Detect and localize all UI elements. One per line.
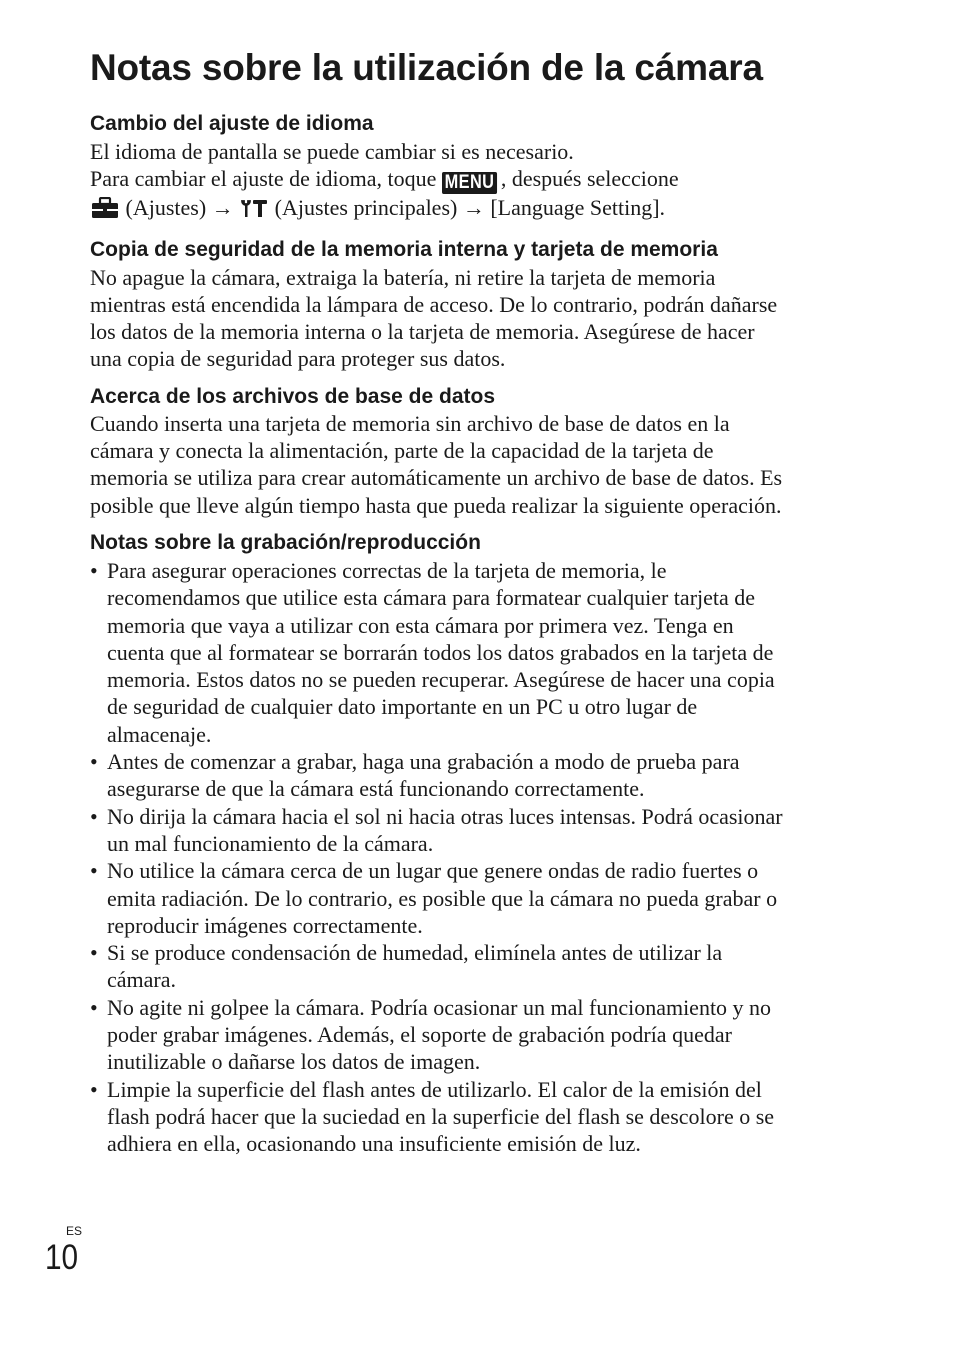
list-item bbox=[90, 857, 860, 939]
arrow-2: → bbox=[462, 195, 485, 221]
section-heading-language: Cambio del ajuste de idioma bbox=[90, 112, 374, 135]
language-line-1: El idioma de pantalla se puede cambiar si es necesario. bbox=[90, 139, 574, 164]
wrench-settings-icon bbox=[239, 197, 269, 225]
section-backup bbox=[90, 236, 860, 373]
bullet-line: flash podrá hacer que la suciedad en la superficie del flash se descolore o se bbox=[107, 1103, 775, 1129]
database-line: Cuando inserta una tarjeta de memoria sin archivo de base de datos en la bbox=[90, 410, 730, 436]
database-line: memoria se utiliza para crear automáticamente un archivo de base de datos. Es bbox=[90, 465, 783, 491]
list-item bbox=[90, 994, 860, 1076]
section-heading-database-files: Acerca de los archivos de base de datos bbox=[90, 384, 496, 408]
bullet-line: cuenta que al formatear se borrarán todos los datos grabados en la tarjeta de bbox=[107, 639, 774, 665]
bullet-line: No utilice la cámara cerca de un lugar que genere ondas de radio fuertes o bbox=[107, 858, 759, 884]
bullet-line: adhiera en ella, ocasionando una insuficiente emisión de luz. bbox=[107, 1131, 641, 1157]
arrow-1: → bbox=[211, 195, 234, 221]
language-line-2 bbox=[90, 165, 860, 194]
bullet-icon: • bbox=[90, 557, 98, 583]
ajustes-label: (Ajustes) bbox=[120, 195, 212, 221]
section-recording-notes bbox=[90, 529, 860, 1158]
section-backup-body bbox=[90, 264, 860, 373]
bullet-line: memoria. Estos datos no se pueden recuperar. Asegúrese de hacer una copia bbox=[107, 667, 775, 693]
bullet-icon: • bbox=[90, 1076, 98, 1102]
bullet-line: Si se produce condensación de humedad, elimínela antes de utilizar la bbox=[107, 940, 723, 966]
backup-line: los datos de la memoria interna o la tarjeta de memoria. Asegúrese de hacer bbox=[90, 319, 755, 345]
ajustes-principales-label: (Ajustes principales) bbox=[269, 195, 463, 221]
bullet-line: cámara. bbox=[107, 967, 176, 993]
bullet-line: inutilizable o dañarse los datos de imagen. bbox=[107, 1049, 481, 1075]
list-item bbox=[90, 1076, 860, 1158]
backup-line: una copia de seguridad para proteger sus datos. bbox=[90, 346, 506, 372]
bullet-line: Para asegurar operaciones correctas de la tarjeta de memoria, le bbox=[107, 557, 667, 583]
language-code: ES bbox=[66, 1224, 83, 1238]
bullet-icon: • bbox=[90, 803, 98, 829]
toolbox-icon bbox=[90, 197, 120, 225]
section-database-files bbox=[90, 383, 860, 519]
language-line-2-before: Para cambiar el ajuste de idioma, toque bbox=[90, 166, 442, 192]
bullet-line: asegurarse de que la cámara está funcionando correctamente. bbox=[107, 776, 645, 802]
backup-line: mientras está encendida la lámpara de acceso. De lo contrario, podrán dañarse bbox=[90, 291, 778, 317]
page-title: Notas sobre la utilización de la cámara bbox=[90, 47, 763, 88]
list-item bbox=[90, 939, 860, 994]
bullet-line: No dirija la cámara hacia el sol ni hacia otras luces intensas. Podrá ocasionar bbox=[107, 803, 783, 829]
list-item bbox=[90, 748, 860, 803]
recording-notes-list bbox=[90, 557, 860, 1158]
language-line-3 bbox=[90, 194, 860, 225]
bullet-line: recomendamos que utilice esta cámara para formatear cualquier tarjeta de bbox=[107, 585, 756, 611]
menu-icon: MENU bbox=[442, 172, 497, 194]
bullet-icon: • bbox=[90, 994, 98, 1020]
section-language-body bbox=[90, 138, 860, 226]
database-line: cámara y conecta la alimentación, parte de la capacidad de la tarjeta de bbox=[90, 438, 714, 464]
bullet-line: emita radiación. De lo contrario, es posible que la cámara no pueda grabar o bbox=[107, 885, 778, 911]
list-item bbox=[90, 803, 860, 858]
page-number: 10 bbox=[45, 1238, 79, 1277]
bullet-line: almacenaje. bbox=[107, 721, 212, 747]
bullet-line: de seguridad de cualquier dato importante en un PC u otro lugar de bbox=[107, 694, 698, 720]
database-line: posible que lleve algún tiempo hasta que pueda realizar la siguiente operación. bbox=[90, 492, 782, 518]
bullet-line: un mal funcionamiento de la cámara. bbox=[107, 830, 434, 856]
bullet-icon: • bbox=[90, 858, 98, 884]
section-database-files-body bbox=[90, 410, 860, 519]
bullet-icon: • bbox=[90, 940, 98, 966]
bullet-line: Limpie la superficie del flash antes de utilizarlo. El calor de la emisión del bbox=[107, 1076, 762, 1102]
backup-line: No apague la cámara, extraiga la batería, ni retire la tarjeta de memoria bbox=[90, 264, 716, 290]
bullet-line: poder grabar imágenes. Además, el soporte de grabación podría quedar bbox=[107, 1022, 732, 1048]
section-heading-recording-notes: Notas sobre la grabación/reproducción bbox=[90, 530, 481, 554]
list-item bbox=[90, 557, 860, 748]
bullet-line: memoria que vaya a utilizar con esta cámara por primera vez. Tenga en bbox=[107, 612, 734, 638]
language-setting-label: [Language Setting]. bbox=[484, 195, 666, 221]
section-heading-backup: Copia de seguridad de la memoria interna y tarjeta de memoria bbox=[90, 237, 718, 261]
section-language bbox=[90, 110, 860, 226]
language-line-2-after: , después seleccione bbox=[500, 166, 679, 192]
bullet-line: reproducir imágenes correctamente. bbox=[107, 912, 423, 938]
bullet-line: No agite ni golpee la cámara. Podría ocasionar un mal funcionamiento y no bbox=[107, 994, 772, 1020]
page-content bbox=[90, 110, 860, 1158]
bullet-line: Antes de comenzar a grabar, haga una grabación a modo de prueba para bbox=[107, 749, 740, 775]
bullet-icon: • bbox=[90, 749, 98, 775]
